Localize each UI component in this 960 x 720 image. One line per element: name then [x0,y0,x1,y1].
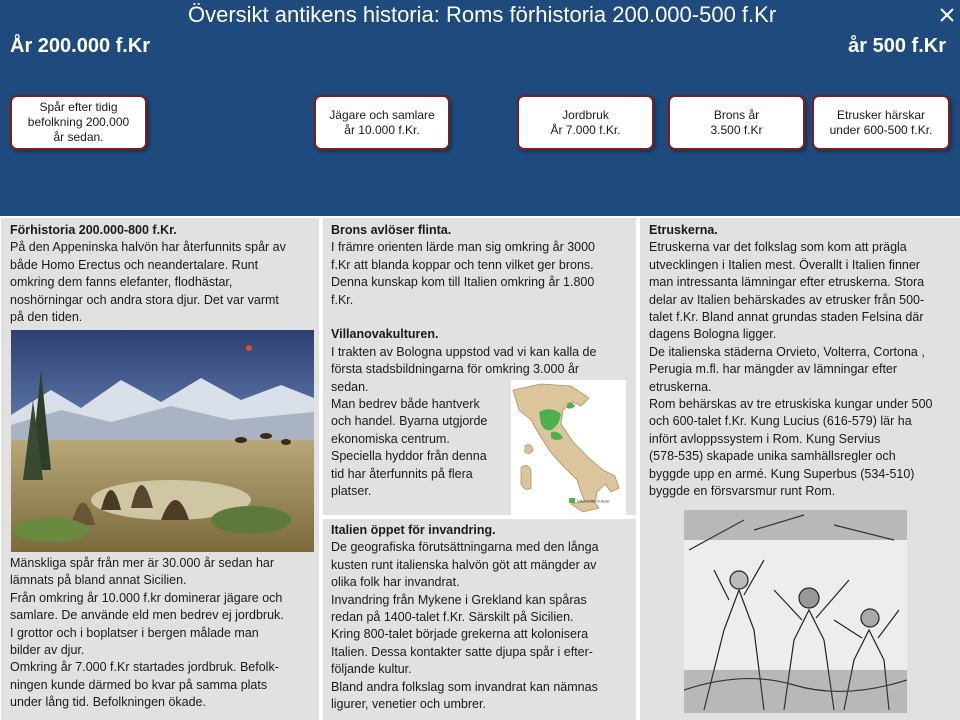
text-line: under lång tid. Befolkningen ökade. [10,695,206,710]
text-line: Mänskliga spår från mer är 30.000 år sedan har [10,556,275,570]
text-line: ningen kunde därmed bo kvar på samma plats [10,677,268,692]
text-line: Speciella hyddor från denna [331,449,487,464]
immigration-text [331,522,599,713]
era-box-etruscans[interactable]: Etrusker härskar under 600-500 f.Kr. [812,95,950,150]
text-line: I främre orienten lärde man sig omkring år 3000 [331,240,596,255]
text-line: Perugia m.fl. har mängder av lämningar efter [649,362,898,377]
text-line: Invandring från Mykene i Grekland kan spåras [331,592,587,607]
text-line: olika folk har invandrat. [331,575,460,590]
villanova-map [511,380,626,515]
prehistory-outro [10,555,284,712]
text-line: första stadsbildningarna för omkring 3.000 år [331,362,580,377]
text-line: ligurer, venetier och umbrer. [331,697,486,712]
era-box-agriculture[interactable]: Jordbruk År 7.000 f.Kr. [517,95,654,150]
text-line: följande kultur. [331,662,412,677]
text-line: och handel. Byarna utgjorde [331,414,488,429]
text-line: på den tiden. [10,310,83,325]
text-line: Omkring år 7.000 f.Kr startades jordbruk. Befolk- [10,660,279,675]
text-line: etruskerna. [649,379,712,394]
text-line: I grottor och i boplatser i bergen målade man [10,625,259,640]
bronze-title: Brons avlöser flinta. [331,223,452,237]
page-title: Översikt antikens historia: Roms förhistoria 200.000-500 f.Kr [188,2,777,27]
text-line: (578-535) skapade unika samhällsregler och [649,449,896,464]
text-line: infört avloppssystem i Rom. Kung Servius [649,431,881,446]
villanova-title: Villanovakulturen. [331,327,439,342]
timeline-start-year: År 200.000 f.Kr [10,35,151,57]
text-line: De geografiska förutsättningarna med den långa [331,540,599,555]
timeline-end-year: år 500 f.Kr [848,35,946,57]
prehistory-intro [10,222,286,326]
text-line: redan på 1400-talet f.Kr. Särskilt på Sicilien. [331,610,574,625]
prehistoric-people-illustration [11,330,314,552]
text-line: f.Kr. [331,292,354,307]
etruscans-text [649,222,932,501]
text-line: Från omkring år 10.000 f.kr dominerar jägare och [10,590,283,605]
era-box-bronze[interactable]: Brons år 3.500 f.Kr [668,95,805,150]
prehistory-title: Förhistoria 200.000-800 f.Kr. [10,223,177,237]
text-line: De italienska städerna Orvieto, Volterra, Cortona , [649,344,925,359]
text-line: talet f.Kr. Bland annat grundas staden Felsina där [649,310,924,325]
timeline-header [0,0,960,216]
text-line: tid har återfunnits på flera [331,466,473,481]
text-line: ekonomiska centrum. [331,431,450,446]
text-line: I trakten av Bologna uppstod vad vi kan kalla de [331,344,597,359]
text-line: utvecklingen i Italien mest. Överallt i Italien finner [649,257,920,272]
text-line: omkring dem fanns elefanter, flodhästar, [10,275,233,290]
immigration-title: Italien öppet för invandring. [331,523,496,537]
etruscans-title: Etruskerna. [649,223,718,237]
text-line: Kring 800-talet började grekerna att kolonisera [331,627,589,642]
text-line: f.Kr att blanda koppar och tenn vilket ger brons. [331,257,594,272]
close-icon[interactable] [938,6,956,24]
text-line: Italien. Dessa kontakter satte djupa spår i efter- [331,644,593,659]
text-line: byggde en försvarsmur runt Rom. [649,484,836,499]
text-line: På den Appeninska halvön har återfunnits spår av [10,240,286,255]
text-line: och 600-talet f.Kr. Kung Lucius (616-579) lär ha [649,414,912,429]
etruscan-engraving-illustration [684,510,907,713]
map-legend-label: Villanovan Culture [577,498,610,504]
text-line: Man bedrev både hantverk [331,397,480,412]
text-line: bilder av djur. [10,643,85,658]
text-line: dagens Bologna ligger. [649,327,777,342]
text-line: Bland andra folkslag som invandrat kan nämnas [331,679,598,694]
text-line: noshörningar och andra stora djur. Det var varmt [10,292,279,307]
text-line: man intressanta lämningar efter etruskerna. Stora [649,275,925,290]
text-line: lämnats på bland annat Sicilien. [10,573,187,588]
text-line: platser. [331,484,372,499]
era-box-early-population[interactable]: Spår efter tidig befolkning 200.000 år sedan. [10,95,147,150]
text-line: Denna kunskap kom till Italien omkring år 1.800 [331,275,595,290]
text-line: Rom behärskas av tre etruskiska kungar under 500 [649,397,933,412]
era-box-hunter-gatherers[interactable]: Jägare och samlare år 10.000 f.Kr. [314,95,450,150]
text-line: samlare. De använde eld men bedrev ej jordbruk. [10,608,284,623]
text-line: både Homo Erectus och neandertalare. Runt [10,257,259,272]
text-line: delar av Italien behärskades av etrusker från 500- [649,292,925,307]
text-line: byggde upp en armé. Kung Superbus (534-510) [649,466,915,481]
spacer [331,309,596,326]
text-line: Etruskerna var det folkslag som kom att prägla [649,240,907,255]
text-line: kusten runt italienska halvön göt att mängder av [331,557,597,572]
text-line: sedan. [331,379,369,394]
